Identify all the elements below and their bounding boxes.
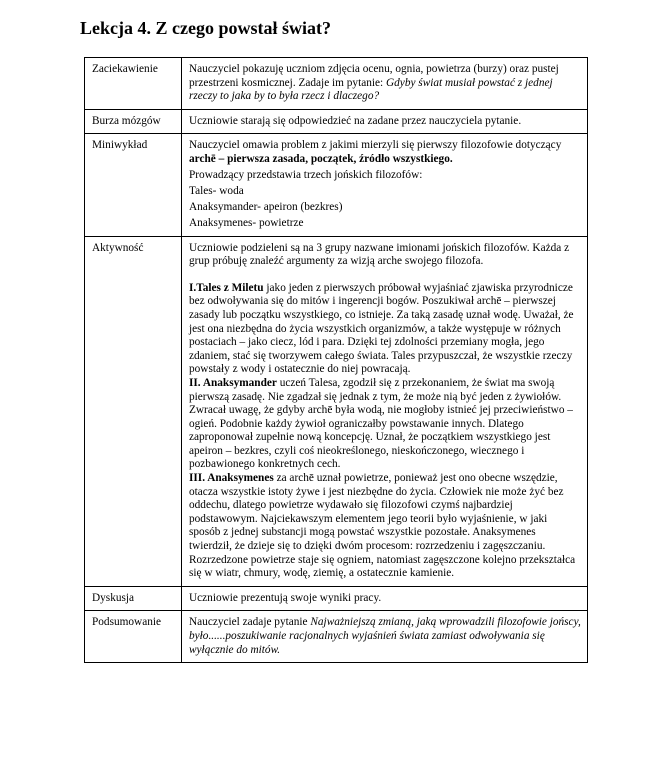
- aktywnosc-anaksymander: [189, 377, 581, 472]
- row-label-zaciekawienie: Zaciekawienie: [85, 58, 182, 110]
- miniwyklad-intro-text: Nauczyciel omawia problem z jakimi mierzyli się pierwszy filozofowie dotyczący: [189, 139, 562, 152]
- row-content-dyskusja: Uczniowie prezentują swoje wyniki pracy.: [182, 586, 588, 611]
- aktywnosc-tales: [189, 282, 581, 377]
- aktywnosc-anaksymenes: [189, 472, 581, 581]
- page-title: Lekcja 4. Z czego powstał świat?: [80, 18, 331, 38]
- miniwyklad-line: Prowadzący przedstawia trzech jońskich filozofów:: [189, 168, 423, 181]
- table-row: [85, 611, 588, 663]
- anaksymenes-text: za archē uznał powietrze, ponieważ jest ono obecne wszędzie, otacza wszystkie istoty żywe i jest niezbędne do życia. Człowiek nie może żyć bez oddechu, dlatego powietrze wydawało się filozofowi czymś najbardziej podstawowym. Najciekawszym elementem jego teorii było wyjaśnienie, w jaki sposób z jednej substancji mogą powstać wszystkie pozostałe. Anaksymenes twierdził, że dzieje się to dzięki dwóm procesom: rozrzedzeniu i zagęszczaniu. Rozrzedzone powietrze staje się ogniem, natomiast zagęszczone kolejno przekształca się w wiatr, chmury, wodę, ziemię, a ostatecznie kamienie.: [189, 472, 576, 580]
- lesson-plan-table: [84, 57, 588, 663]
- tales-text: jako jeden z pierwszych próbował wyjaśniać zjawiska przyrodnicze bez odwoływania się do mitów i ingerencji bogów. Poszukiwał archē – pierwszej zasady lub początku wszystkiego, co istnieje. Za taką zasadę uznał wodę. Uważał, że jest ona niezbędna do życia wszystkich organizmów, a także występuje w różnych postaciach – jako ciecz, lód i para. Dzięki tej zdolności przemiany mogła, jego zdaniem, stać się tworzywem całego świata. Tales przypuszczał, że wszystkie rzeczy powstały z wody i ostatecznie do niej powracają.: [189, 281, 574, 376]
- row-label-podsumowanie: Podsumowanie: [85, 611, 182, 663]
- anaksymander-heading: II. Anaksymander: [189, 376, 277, 389]
- table-row: [85, 134, 588, 236]
- miniwyklad-line: Anaksymander- apeiron (bezkres): [189, 200, 343, 213]
- row-content-miniwyklad: [182, 134, 588, 236]
- row-label-aktywnosc: Aktywność: [85, 236, 182, 586]
- podsumowanie-question: Najważniejszą zmianą, jaką wprowadzili filozofowie jońscy, było......poszukiwanie racjonalnych wyjaśnień świata zamiast odwoływania się wyłącznie do mitów.: [189, 616, 581, 656]
- miniwyklad-line: Tales- woda: [189, 184, 244, 197]
- row-content-zaciekawienie: [182, 58, 588, 110]
- tales-heading: I.Tales z Miletu: [189, 281, 264, 294]
- table-row: [85, 586, 588, 611]
- row-label-miniwyklad: Miniwykład: [85, 134, 182, 236]
- zaciekawienie-question: Gdyby świat musiał powstać z jednej rzeczy to jaka by to była rzecz i dlaczego?: [189, 76, 553, 103]
- anaksymenes-heading: III. Anaksymenes: [189, 472, 274, 485]
- aktywnosc-intro: Uczniowie podzieleni są na 3 grupy nazwane imionami jońskich filozofów. Każda z grup próbuję znaleźć argumenty za wizją arche swojego filozofa.: [189, 241, 570, 268]
- row-label-burza-mozgow: Burza mózgów: [85, 109, 182, 134]
- table-row: [85, 236, 588, 586]
- miniwyklad-line: Anaksymenes- powietrze: [189, 216, 304, 229]
- row-content-aktywnosc: [182, 236, 588, 586]
- anaksymander-text: uczeń Talesa, zgodził się z przekonaniem, że świat ma swoją pierwszą zasadę. Nie zgadzał się jednak z tym, że może nią być jeden z żywiołów. Zwracał uwagę, że gdyby archē była wodą, nie mogłoby istnieć jej przeciwieństwo – ogień. Podobnie każdy żywioł ograniczałby powstawanie innych. Dlatego zaproponował zupełnie nową koncepcję. Uznał, że początkiem wszystkiego jest apeiron – bezkres, czyli coś nieokreślonego, nieskończonego, wiecznego i pozbawionego konkretnych cech.: [189, 376, 573, 471]
- row-content-burza-mozgow: Uczniowie starają się odpowiedzieć na zadane przez nauczyciela pytanie.: [182, 109, 588, 134]
- row-label-dyskusja: Dyskusja: [85, 586, 182, 611]
- table-row: [85, 109, 588, 134]
- zaciekawienie-text: Nauczyciel pokazuję uczniom zdjęcia ocenu, ognia, powietrza (burzy) oraz pustej przestrzeni kosmicznej. Zadaje im pytanie:: [189, 63, 559, 89]
- miniwyklad-intro: [189, 139, 581, 166]
- table-row: [85, 58, 588, 110]
- row-content-podsumowanie: [182, 611, 588, 663]
- paragraph-gap: [189, 269, 581, 282]
- miniwyklad-arche-definition: archē – pierwsza zasada, początek, źródło wszystkiego.: [189, 152, 453, 165]
- podsumowanie-text: Nauczyciel zadaje pytanie: [189, 616, 311, 629]
